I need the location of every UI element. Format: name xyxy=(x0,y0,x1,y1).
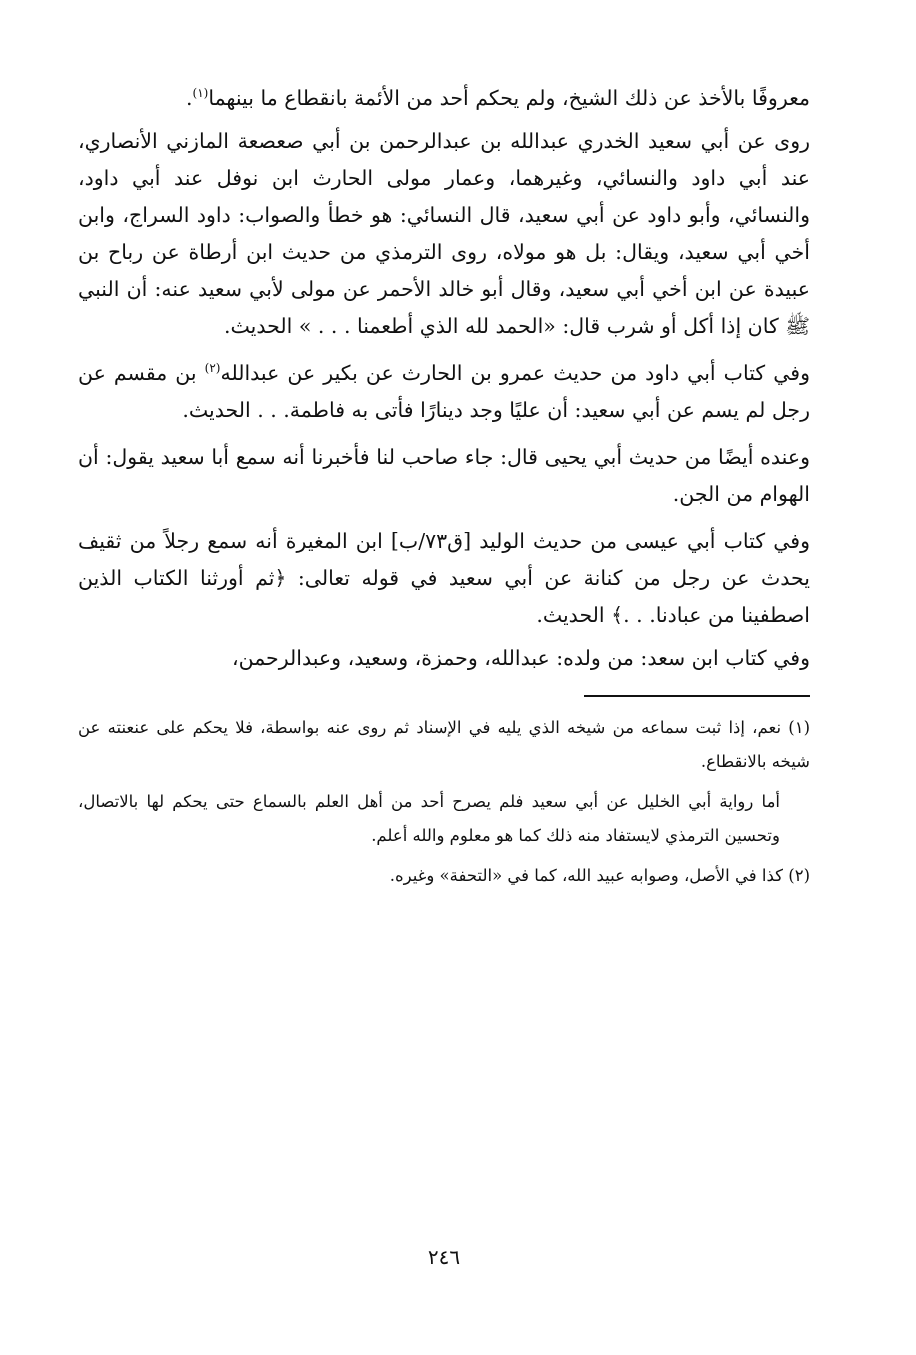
paragraph-2 xyxy=(78,123,810,345)
paragraph-5-text: وفي كتاب أبي عيسى من حديث الوليد [ق٧٣/ب] ابن المغيرة أنه سمع رجلاً من ثقيف يحدث عن رجل من كنانة عن أبي سعيد في قوله تعالى: ﴿ثم أورثنا الكتاب الذين اصطفينا من عبادنا. . .﴾ الحديث. xyxy=(78,529,811,627)
footnote-divider xyxy=(584,695,810,697)
page-number: ٢٤٦ xyxy=(427,1245,461,1269)
paragraph-3-tail: بن مقسم عن رجل لم يسم عن أبي سعيد: أن عليًا وجد دينارًا فأتى به فاطمة. . . الحديث. xyxy=(78,361,810,422)
footnotes xyxy=(78,711,810,893)
paragraph-5 xyxy=(78,523,810,634)
book-page xyxy=(78,80,810,1320)
paragraph-4 xyxy=(78,439,810,513)
paragraph-2-text: روى عن أبي سعيد الخدري عبدالله بن عبدالرحمن بن أبي صعصعة المازني الأنصاري، عند أبي داود والنسائي، وغيرهما، وعمار مولى الحارث ابن نوفل عند أبي داود، والنسائي، وأبو داود عن أبي سعيد، قال النسائي: هو خطأ والصواب: داود السراج، وابن أخي أبي سعيد، ويقال: بل هو مولاه، روى الترمذي من حديث ابن أرطاة عن رباح بن عبيدة عن ابن أخي أبي سعيد، وقال أبو خالد الأحمر عن مولى لأبي سعيد عنه: أن النبي ﷺ كان إذا أكل أو شرب قال: «الحمد لله الذي أطعمنا . . . » الحديث. xyxy=(78,129,810,338)
footnote-2: (٢) كذا في الأصل، وصوابه عبيد الله، كما في «التحفة» وغيره. xyxy=(389,866,810,885)
footnote-ref-2: (٢) xyxy=(204,361,221,376)
footnote-1: (١) نعم، إذا ثبت سماعه من شيخه الذي يليه في الإسناد ثم روى عنه بواسطة، فلا يحكم على عنعنته عن شيخه بالانقطاع. xyxy=(78,718,810,771)
paragraph-3-text: وفي كتاب أبي داود من حديث عمرو بن الحارث عن بكير عن عبدالله xyxy=(220,361,810,385)
paragraph-1-tail: . xyxy=(185,86,193,110)
main-text xyxy=(78,80,810,677)
paragraph-4-text: وعنده أيضًا من حديث أبي يحيى قال: جاء صاحب لنا فأخبرنا أنه سمع أبا سعيد يقول: أن الهوام من الجن. xyxy=(78,445,810,506)
footnote-ref-1: (١) xyxy=(192,86,209,101)
footnote-1-continuation: أما رواية أبي الخليل عن أبي سعيد فلم يصرح أحد من أهل العلم بالسماع حتى يحكم لها بالاتصال، وتحسين الترمذي لايستفاد منه ذلك كما هو معلوم والله أعلم. xyxy=(78,792,780,845)
paragraph-6 xyxy=(78,640,810,677)
paragraph-1-text: معروفًا بالأخذ عن ذلك الشيخ، ولم يحكم أحد من الأئمة بانقطاع ما بينهما xyxy=(208,86,810,110)
paragraph-6-text: وفي كتاب ابن سعد: من ولده: عبدالله، وحمزة، وسعيد، وعبدالرحمن، xyxy=(231,646,810,670)
paragraph-3 xyxy=(78,355,810,429)
paragraph-1 xyxy=(78,80,810,117)
